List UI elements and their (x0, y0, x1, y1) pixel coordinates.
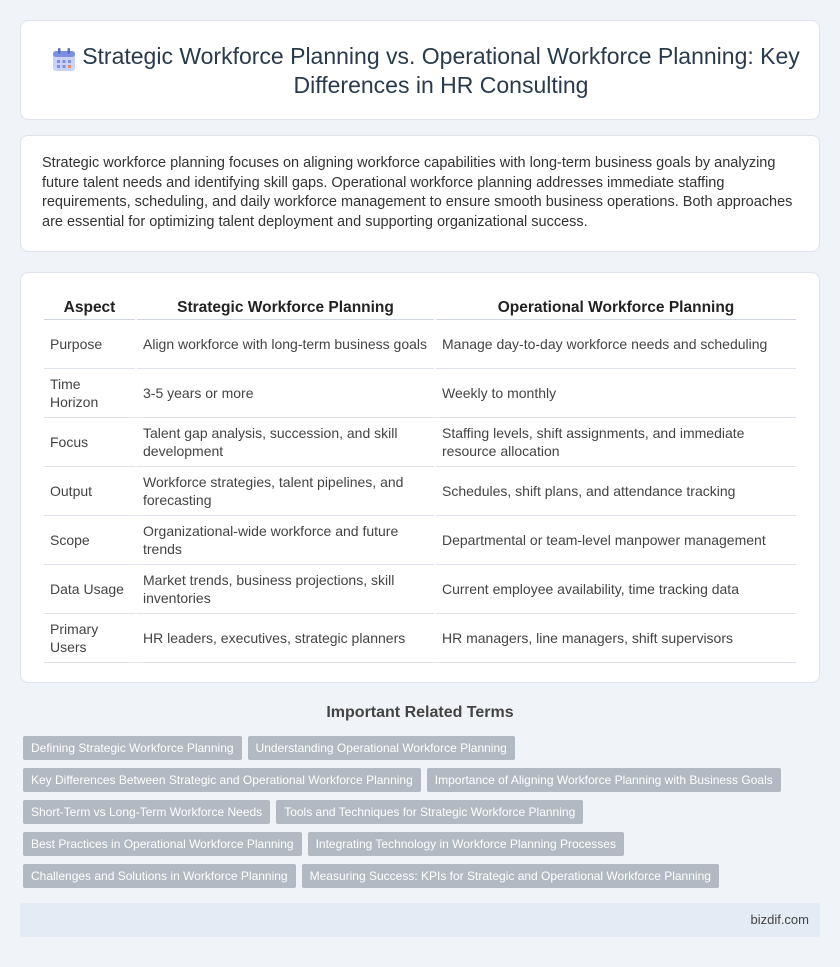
table-row (44, 467, 796, 516)
related-term-tag[interactable]: Key Differences Between Strategic and Operational Workforce Planning (23, 768, 421, 792)
strategic-cell: Talent gap analysis, succession, and skill development (137, 418, 434, 467)
table-row (44, 320, 796, 369)
aspect-cell: Output (44, 467, 135, 516)
aspect-cell: Purpose (44, 320, 135, 369)
aspect-cell: Primary Users (44, 614, 135, 663)
aspect-cell: Time Horizon (44, 369, 135, 418)
table-row (44, 565, 796, 614)
operational-cell: Weekly to monthly (436, 369, 796, 418)
strategic-cell: 3-5 years or more (137, 369, 434, 418)
table-row (44, 614, 796, 663)
related-term-tag[interactable]: Short-Term vs Long-Term Workforce Needs (23, 800, 270, 824)
comparison-table-card (20, 272, 820, 683)
aspect-cell: Scope (44, 516, 135, 565)
column-header-strategic: Strategic Workforce Planning (137, 296, 434, 320)
related-term-tag[interactable]: Best Practices in Operational Workforce Planning (23, 832, 302, 856)
related-term-tag[interactable]: Importance of Aligning Workforce Planning with Business Goals (427, 768, 781, 792)
operational-cell: Manage day-to-day workforce needs and scheduling (436, 320, 796, 369)
table-header-row (44, 296, 796, 320)
operational-cell: Departmental or team-level manpower management (436, 516, 796, 565)
operational-cell: HR managers, line managers, shift supervisors (436, 614, 796, 663)
related-term-tag[interactable]: Challenges and Solutions in Workforce Planning (23, 864, 296, 888)
intro-card (20, 135, 820, 252)
intro-paragraph: Strategic workforce planning focuses on aligning workforce capabilities with long-term business goals by analyzing future talent needs and identifying skill gaps. Operational workforce planning addresses immediate staffing requirements, scheduling, and daily workforce management to ensure smooth business operations. Both approaches are essential for optimizing talent deployment and supporting organizational success. (42, 155, 793, 230)
related-term-tag[interactable]: Tools and Techniques for Strategic Workforce Planning (276, 800, 583, 824)
operational-cell: Schedules, shift plans, and attendance tracking (436, 467, 796, 516)
strategic-cell: Market trends, business projections, skill inventories (137, 565, 434, 614)
aspect-cell: Data Usage (44, 565, 135, 614)
related-terms-list (23, 736, 813, 888)
strategic-cell: Workforce strategies, talent pipelines, and forecasting (137, 467, 434, 516)
related-term-tag[interactable]: Understanding Operational Workforce Planning (248, 736, 515, 760)
related-term-tag[interactable]: Measuring Success: KPIs for Strategic and Operational Workforce Planning (302, 864, 719, 888)
footer-site-link[interactable]: bizdif.com (750, 912, 809, 927)
column-header-operational: Operational Workforce Planning (436, 296, 796, 320)
comparison-table (42, 296, 798, 663)
related-term-tag[interactable]: Integrating Technology in Workforce Planning Processes (308, 832, 624, 856)
operational-cell: Staffing levels, shift assignments, and immediate resource allocation (436, 418, 796, 467)
column-header-aspect: Aspect (44, 296, 135, 320)
related-term-tag[interactable]: Defining Strategic Workforce Planning (23, 736, 242, 760)
table-row (44, 418, 796, 467)
operational-cell: Current employee availability, time tracking data (436, 565, 796, 614)
footer (20, 903, 820, 937)
table-row (44, 516, 796, 565)
strategic-cell: HR leaders, executives, strategic planners (137, 614, 434, 663)
header-card (20, 20, 820, 120)
aspect-cell: Focus (44, 418, 135, 467)
strategic-cell: Align workforce with long-term business goals (137, 320, 434, 369)
page-title: Strategic Workforce Planning vs. Operational Workforce Planning: Key Differences in HR Consulting (82, 43, 800, 98)
table-row (44, 369, 796, 418)
strategic-cell: Organizational-wide workforce and future trends (137, 516, 434, 565)
related-terms-title: Important Related Terms (326, 704, 514, 721)
